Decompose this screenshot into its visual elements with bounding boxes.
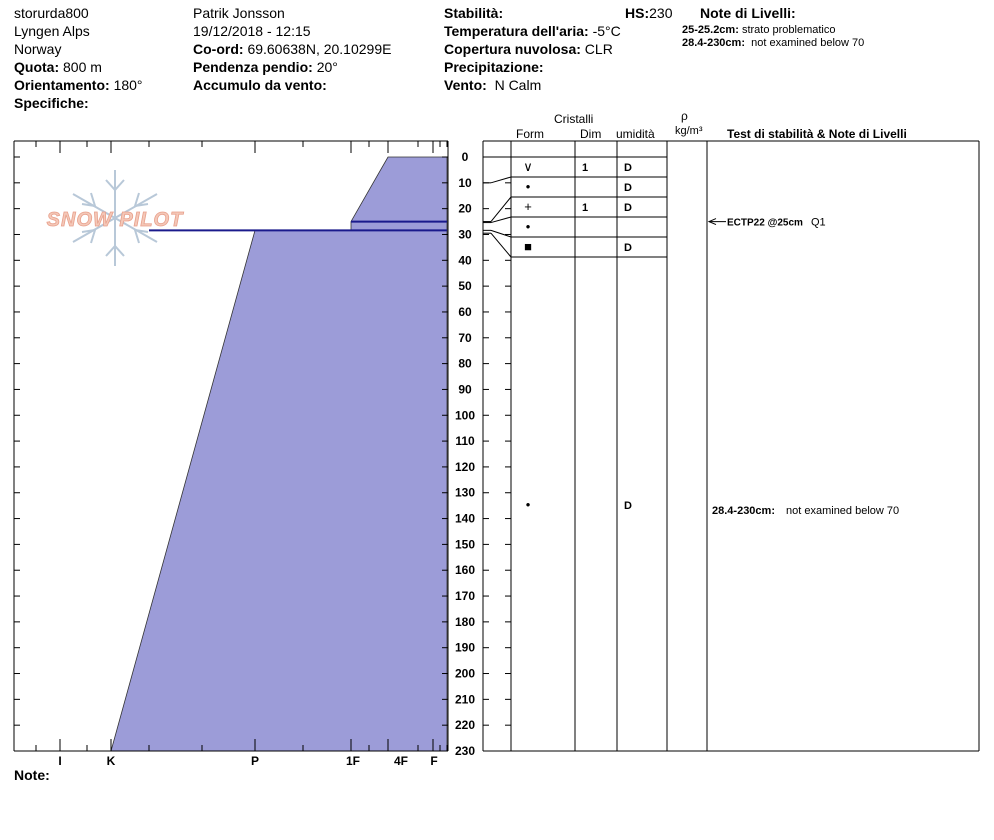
layer-size: 1 xyxy=(582,162,589,174)
air-temp-label: Temperatura dell'aria: xyxy=(444,23,589,39)
depth-label: 60 xyxy=(458,304,472,319)
depth-label: 130 xyxy=(454,485,476,500)
layer-note-1-text: strato problematico xyxy=(741,24,836,36)
depth-label: 50 xyxy=(458,279,472,294)
hardness-label: F xyxy=(430,754,438,768)
form-header: Form xyxy=(516,127,544,141)
depth-label: 150 xyxy=(454,537,476,552)
country: Norway xyxy=(14,41,62,57)
datetime: 19/12/2018 - 12:15 xyxy=(193,23,311,39)
hs-label: HS: xyxy=(625,5,650,21)
depth-label: 200 xyxy=(454,666,476,681)
depth-label: 80 xyxy=(458,356,472,371)
layer-form: ■ xyxy=(524,239,532,254)
crystal-table xyxy=(483,141,979,751)
observer: Patrik Jonsson xyxy=(193,5,285,21)
hardness-label: K xyxy=(106,754,116,768)
depth-label: 180 xyxy=(454,614,476,629)
rho-header: ρ xyxy=(681,109,688,123)
hardness-profile xyxy=(111,157,447,751)
size-header: Dim xyxy=(580,127,602,141)
slope-value: 20° xyxy=(316,59,338,75)
moisture-header: umidità xyxy=(616,127,655,141)
wind-value: N Calm xyxy=(494,77,542,93)
layer-moisture: D xyxy=(624,242,632,254)
depth-label: 70 xyxy=(458,330,472,345)
depth-label: 110 xyxy=(455,434,475,449)
stability-test-quality: Q1 xyxy=(811,216,826,229)
elevation-value: 800 m xyxy=(63,59,102,75)
depth-label: 100 xyxy=(454,408,476,423)
deep-layer-form: • xyxy=(525,497,531,512)
coord-value: 69.60638N, 20.10299E xyxy=(247,41,392,57)
precip-label: Precipitazione: xyxy=(444,59,544,75)
depth-label: 140 xyxy=(454,511,476,526)
slope-label: Pendenza pendio: xyxy=(193,59,313,75)
hardness-area xyxy=(111,157,447,751)
deep-layer-moisture: D xyxy=(624,500,632,512)
depth-label: 220 xyxy=(454,718,476,733)
hardness-label: 1F xyxy=(345,754,361,768)
stability-test-result: ECTP22 @25cm xyxy=(727,217,803,229)
depth-label: 210 xyxy=(454,692,476,707)
layer-moisture: D xyxy=(624,182,632,194)
layer-form: ∨ xyxy=(523,159,533,174)
layer-connector xyxy=(491,233,511,257)
hardness-label: I xyxy=(58,754,62,768)
layer-moisture: D xyxy=(624,162,632,174)
depth-label: 30 xyxy=(458,227,472,242)
depth-label: 40 xyxy=(458,253,472,268)
depth-label: 10 xyxy=(458,175,472,190)
deep-layer-note-range: 28.4-230cm: xyxy=(712,505,775,517)
depth-label: 90 xyxy=(458,382,472,397)
site-name: storurda800 xyxy=(14,5,89,21)
aspect-value: 180° xyxy=(113,77,143,93)
wind-label: Vento: xyxy=(444,77,487,93)
layer-form: • xyxy=(525,179,531,194)
depth-label: 120 xyxy=(454,459,476,474)
hs-value: 230 xyxy=(649,5,673,21)
crystals-header: Cristalli xyxy=(554,112,594,126)
layer-form: • xyxy=(525,219,531,234)
note-label: Note: xyxy=(14,767,50,783)
depth-label: 170 xyxy=(454,589,476,604)
layer-note-2-range: 28.4-230cm: xyxy=(682,37,745,49)
density-unit-header: kg/m³ xyxy=(675,125,703,137)
air-temp-value: -5°C xyxy=(592,23,621,39)
sky-label: Copertura nuvolosa: xyxy=(444,41,581,57)
specifics-label: Specifiche: xyxy=(14,95,89,111)
depth-label: 0 xyxy=(461,150,469,164)
wind-loading-label: Accumulo da vento: xyxy=(193,77,327,93)
layer-notes-title: Note di Livelli: xyxy=(700,5,796,21)
range-name: Lyngen Alps xyxy=(14,23,90,39)
layer-note-1-range: 25-25.2cm: xyxy=(682,24,739,36)
deep-layer-note-text: not examined below 70 xyxy=(786,505,900,517)
depth-label: 230 xyxy=(454,744,476,758)
layer-note-2-text: not examined below 70 xyxy=(751,37,865,49)
sky-value: CLR xyxy=(584,41,613,57)
hardness-label: 4F xyxy=(393,754,409,768)
depth-label: 190 xyxy=(454,640,476,655)
depth-label: 20 xyxy=(458,201,472,216)
stability-label: Stabilità: xyxy=(444,5,504,21)
snowpilot-logo: SNOW PILOT xyxy=(46,209,184,231)
coord-label: Co-ord: xyxy=(193,41,244,57)
hardness-label: P xyxy=(250,754,260,768)
aspect-label: Orientamento: xyxy=(14,77,110,93)
stability-notes-header: Test di stabilità & Note di Livelli xyxy=(727,127,907,141)
depth-label: 160 xyxy=(454,563,476,578)
layer-moisture: D xyxy=(624,202,632,214)
layer-size: 1 xyxy=(582,202,589,214)
layer-form: + xyxy=(524,199,532,214)
layer-connector xyxy=(491,177,511,183)
elevation-label: Quota: xyxy=(14,59,60,75)
